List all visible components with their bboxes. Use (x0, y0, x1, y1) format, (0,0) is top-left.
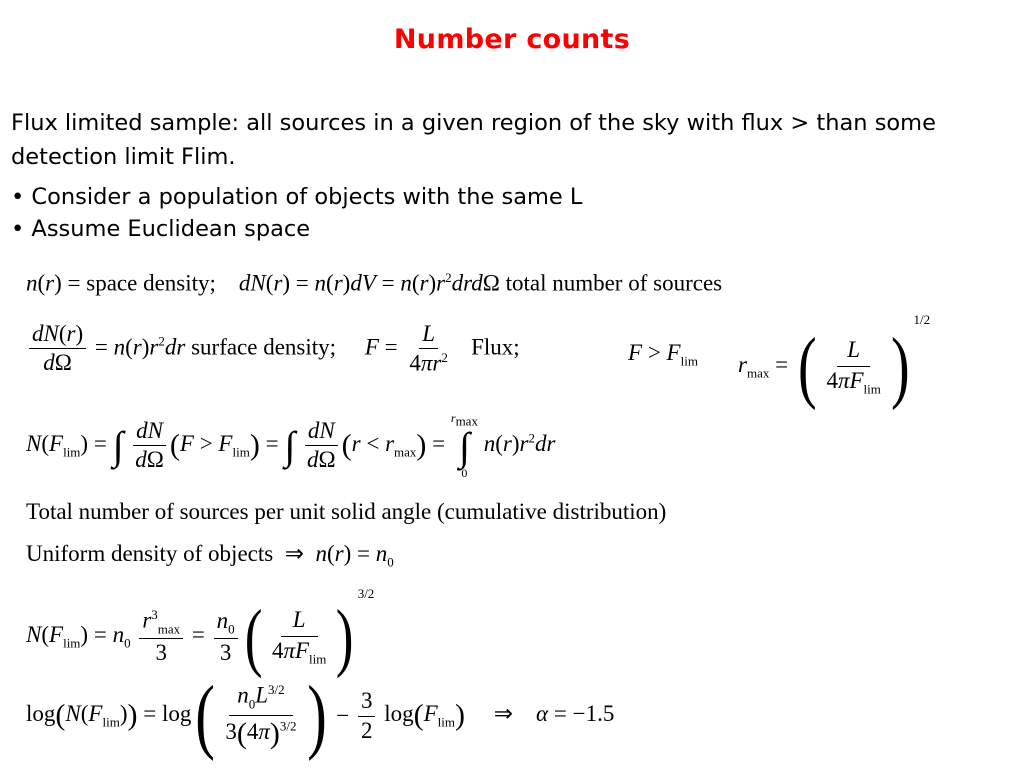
equation-cumulative-integral: $N(F_{lim})$ = ∫ $\frac{dN}{d\Omega}$ $(F > F_{lim})$ = ∫ $\frac{dN}{d\Omega}$ $(r < r_{max})$ = $r_{max}$ ∫ 0 $n(r)r^2dr$ (26, 411, 556, 481)
bullet-same-luminosity: • Consider a population of objects with the same L (11, 184, 583, 210)
alpha-value: −1.5 (572, 701, 615, 727)
equation-uniform-density: Uniform density of objects ⇒ $n(r) = n_0$ (26, 541, 394, 570)
surface-density-label: surface density; (191, 334, 337, 360)
exponent-half: 1/2 (913, 312, 931, 327)
total-number-label: total number of sources (505, 270, 723, 296)
equation-space-density: n(r) = space density; $dN(r) = n(r)dV = n(r)r^2drd\Omega$ total number of sources (26, 270, 723, 296)
equation-rmax: $r_{max}$ = ( $\frac{L}{4\pi F_{lim}}$ )$^{1/2}$ (738, 312, 931, 411)
equation-counts-uniform: $N(F_{lim}) = n_0$ $\frac{r^3_{max}}{3}$ = $\frac{n_0}{3}$ ( $\frac{L}{4\pi F_{lim}}$ )$^{3/2}$ (26, 586, 375, 679)
cumulative-caption: Total number of sources per unit solid angle (cumulative distribution) (26, 499, 667, 524)
equation-log-counts: $\log(N(F_{lim})) = \log$( $\frac{n_0L^{3/2}}{3(4\pi)^{3/2}}$ ) − $\frac{3}{2}$ $\log(F_{lim})$ ⇒ α = −1.5 (26, 669, 615, 762)
equation-flux-condition: $F > F_{lim}$ (628, 340, 698, 369)
slide-title: Number counts (393, 24, 631, 55)
equation-surface-density: $\frac{dN(r)}{d\Omega}$ = $n(r)r^2dr$ surface density; F = $\frac{L}{4\pi r^2}$ Flux; (26, 322, 520, 376)
space-density-label: space density; (86, 270, 216, 296)
exponent-three-halves: 3/2 (357, 586, 375, 601)
intro-paragraph: Flux limited sample: all sources in a given region of the sky with flux > than some detection limit Flim. (11, 110, 936, 170)
uniform-density-label: Uniform density of objects (26, 541, 274, 566)
bullet-euclidean-space: • Assume Euclidean space (11, 216, 311, 242)
flux-label: Flux; (471, 334, 520, 360)
